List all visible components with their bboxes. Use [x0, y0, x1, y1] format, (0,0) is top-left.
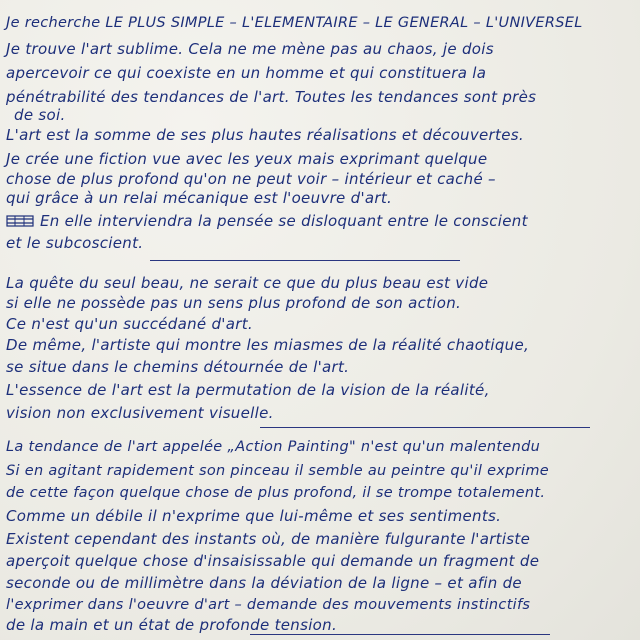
text-line: Comme un débile il n'exprime que lui-même et ses sentiments. — [6, 507, 502, 525]
text-line: seconde ou de millimètre dans la déviation de la ligne – et afin de — [6, 574, 522, 592]
text-line: aperçoit quelque chose d'insaisissable qui demande un fragment de — [6, 552, 540, 570]
text-line: l'exprimer dans l'oeuvre d'art – demande des mouvements instinctifs — [6, 597, 531, 613]
text-line: Je trouve l'art sublime. Cela ne me mène pas au chaos, je dois — [6, 40, 494, 58]
text-line: pénétrabilité des tendances de l'art. Toutes les tendances sont près — [6, 88, 537, 106]
text-line: Si en agitant rapidement son pinceau il semble au peintre qu'il exprime — [6, 463, 550, 479]
text-line: qui grâce à un relai mécanique est l'oeuvre d'art. — [6, 189, 393, 207]
section-divider — [260, 427, 590, 428]
text-line: de soi. — [14, 106, 66, 124]
text-line: Je crée une fiction vue avec les yeux mais exprimant quelque — [6, 150, 488, 168]
text-line: de la main et un état de profonde tension. — [6, 616, 338, 634]
text-line: si elle ne possède pas un sens plus profond de son action. — [6, 294, 462, 312]
section-divider — [150, 260, 460, 261]
crossed-out-mark — [6, 215, 36, 227]
text-line: Je recherche LE PLUS SIMPLE – L'ELEMENTAIRE – LE GENERAL – L'UNIVERSEL — [6, 15, 583, 31]
text-line: De même, l'artiste qui montre les miasmes de la réalité chaotique, — [6, 336, 530, 354]
text-line: se situe dans le chemins détournée de l'art. — [6, 358, 350, 376]
text-line: La tendance de l'art appelée „Action Painting" n'est qu'un malentendu — [6, 439, 541, 455]
text-line: et le subcoscient. — [6, 234, 144, 252]
text-line: Ce n'est qu'un succédané d'art. — [6, 315, 253, 333]
text-line: de cette façon quelque chose de plus profond, il se trompe totalement. — [6, 485, 546, 501]
text-line: apercevoir ce qui coexiste en un homme et qui constituera la — [6, 64, 487, 82]
text-line: L'art est la somme de ses plus hautes réalisations et découvertes. — [6, 126, 524, 144]
text-line: vision non exclusivement visuelle. — [6, 404, 274, 422]
section-divider — [250, 634, 550, 635]
text-line: En elle interviendra la pensée se disloquant entre le conscient — [40, 212, 528, 230]
text-line: La quête du seul beau, ne serait ce que du plus beau est vide — [6, 274, 489, 292]
text-line: chose de plus profond qu'on ne peut voir – intérieur et caché – — [6, 170, 496, 188]
text-line: L'essence de l'art est la permutation de la vision de la réalité, — [6, 381, 490, 399]
text-line: Existent cependant des instants où, de manière fulgurante l'artiste — [6, 530, 531, 548]
